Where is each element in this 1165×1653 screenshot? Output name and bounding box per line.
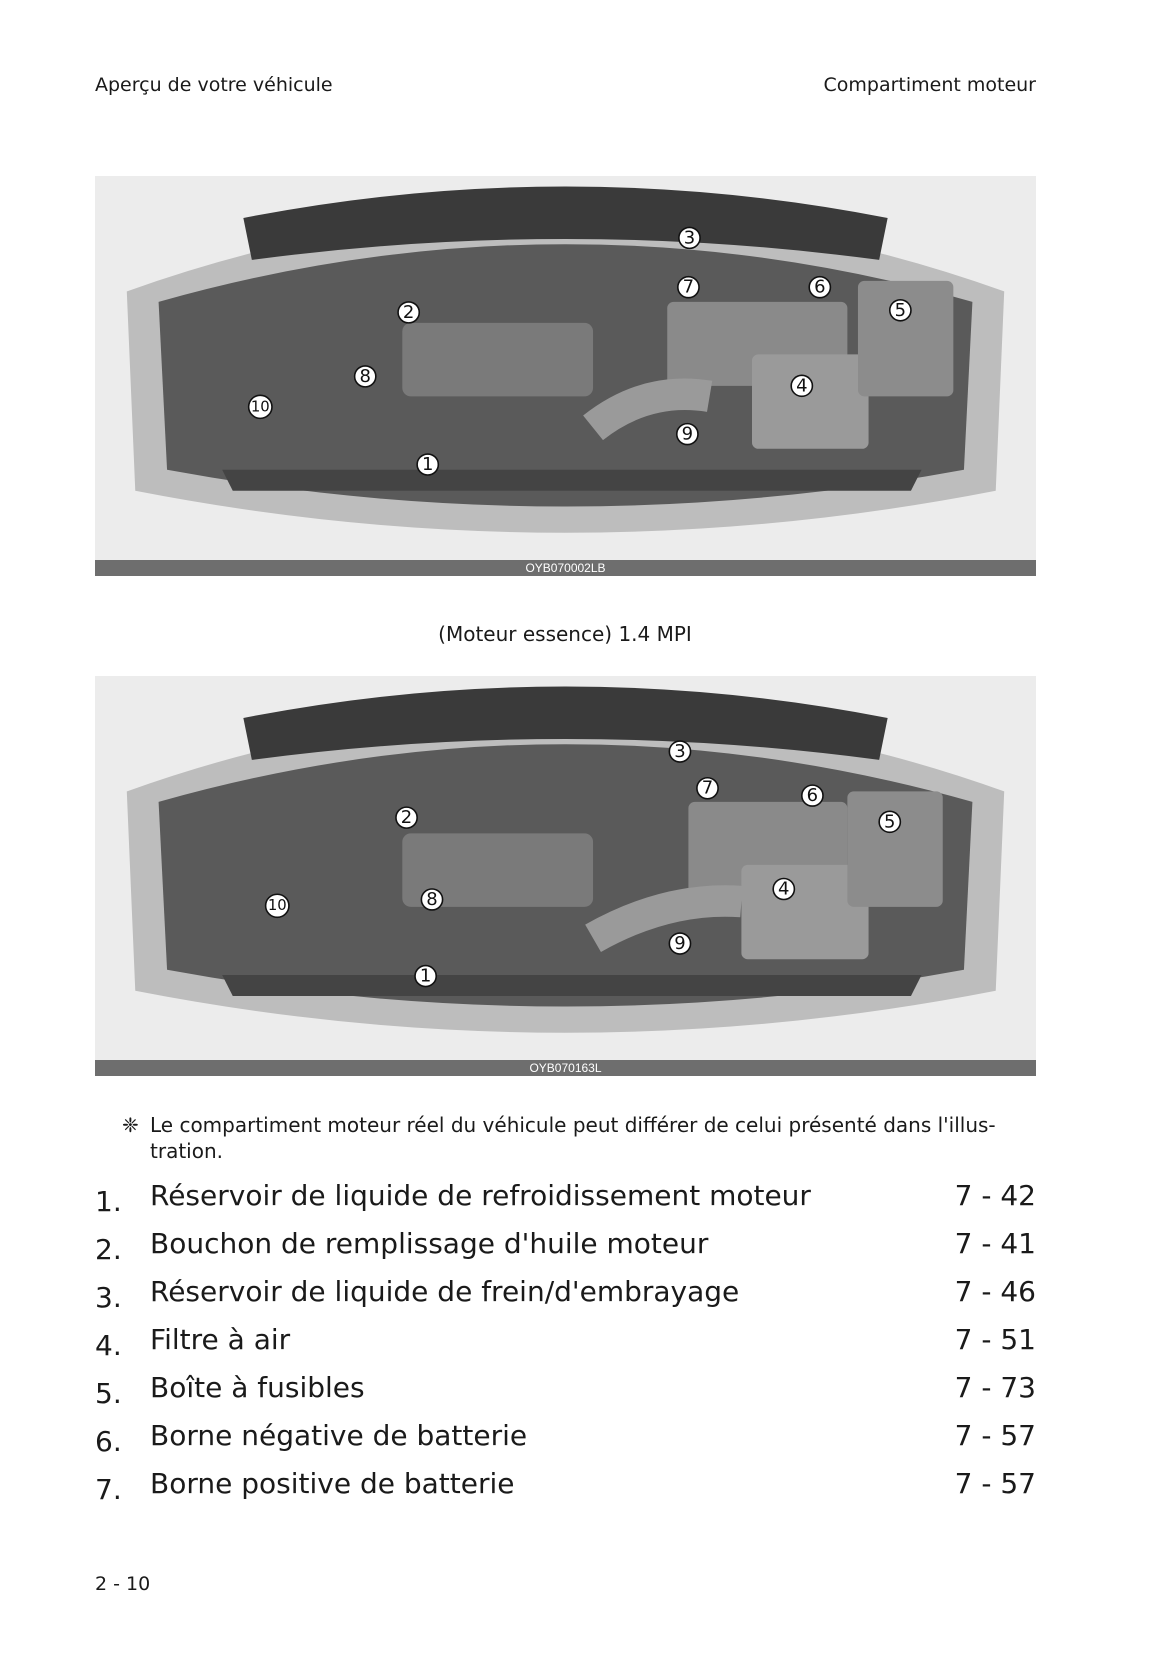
list-item [95,1460,1036,1508]
callout-4: 4 [778,878,790,900]
item-page-ref: 7 - 46 [954,1275,1036,1308]
item-page-ref: 7 - 51 [954,1323,1036,1356]
callout-3: 3 [683,227,696,249]
engine-illustration [95,676,1036,1060]
note-text: Le compartiment moteur réel du véhicule peut différer de celui présenté dans l'illus-tration. [150,1113,996,1163]
item-page-ref: 7 - 57 [954,1467,1036,1500]
engine-illustration [95,176,1036,560]
figure-code: OYB070163L [95,1060,1036,1076]
callout-9: 9 [681,423,694,445]
engine-figure-1 [95,176,1036,576]
callout-5: 5 [894,299,907,321]
item-page-ref: 7 - 73 [954,1371,1036,1404]
item-label: Réservoir de liquide de frein/d'embrayage [150,1275,740,1308]
engine-figure-2 [95,676,1036,1076]
callout-7: 7 [701,777,714,799]
item-label: Borne positive de batterie [150,1467,515,1500]
callout-1: 1 [419,965,432,987]
callout-3: 3 [674,741,686,762]
callout-10: 10 [250,398,270,416]
item-label: Boîte à fusibles [150,1371,365,1404]
callout-2: 2 [402,301,415,323]
item-number: 4. [95,1329,122,1362]
running-header-left: Aperçu de votre véhicule [95,74,333,96]
page-number: 2 - 10 [95,1573,151,1595]
item-number: 7. [95,1473,122,1506]
item-number: 6. [95,1425,122,1458]
item-number: 5. [95,1377,122,1410]
note-symbol-icon: ❈ [122,1113,139,1137]
list-item [95,1316,1036,1364]
callout-8: 8 [359,365,371,387]
callout-8: 8 [426,889,438,910]
list-item [95,1172,1036,1220]
item-number: 1. [95,1185,122,1218]
figure-code: OYB070002LB [95,560,1036,576]
list-item [95,1268,1036,1316]
component-list [95,1172,1036,1508]
item-number: 2. [95,1233,122,1266]
item-label: Réservoir de liquide de refroidissement moteur [150,1179,811,1212]
callout-9: 9 [674,933,686,954]
callout-4: 4 [796,375,808,397]
item-label: Borne négative de batterie [150,1419,528,1452]
item-page-ref: 7 - 41 [954,1227,1036,1260]
running-header-right: Compartiment moteur [823,74,1036,96]
item-label: Bouchon de remplissage d'huile moteur [150,1227,709,1260]
callout-10: 10 [267,897,287,915]
list-item [95,1220,1036,1268]
illustration-note [122,1112,1036,1164]
item-label: Filtre à air [150,1323,291,1356]
callout-1: 1 [422,454,434,475]
list-item [95,1364,1036,1412]
item-page-ref: 7 - 42 [954,1179,1036,1212]
callout-6: 6 [806,785,819,807]
callout-6: 6 [814,276,826,298]
callout-5: 5 [884,811,896,833]
callout-7: 7 [682,276,695,298]
callout-2: 2 [400,807,413,829]
item-number: 3. [95,1281,122,1314]
list-item [95,1412,1036,1460]
figure-subtitle: (Moteur essence) 1.4 MPI [438,622,692,646]
item-page-ref: 7 - 57 [954,1419,1036,1452]
